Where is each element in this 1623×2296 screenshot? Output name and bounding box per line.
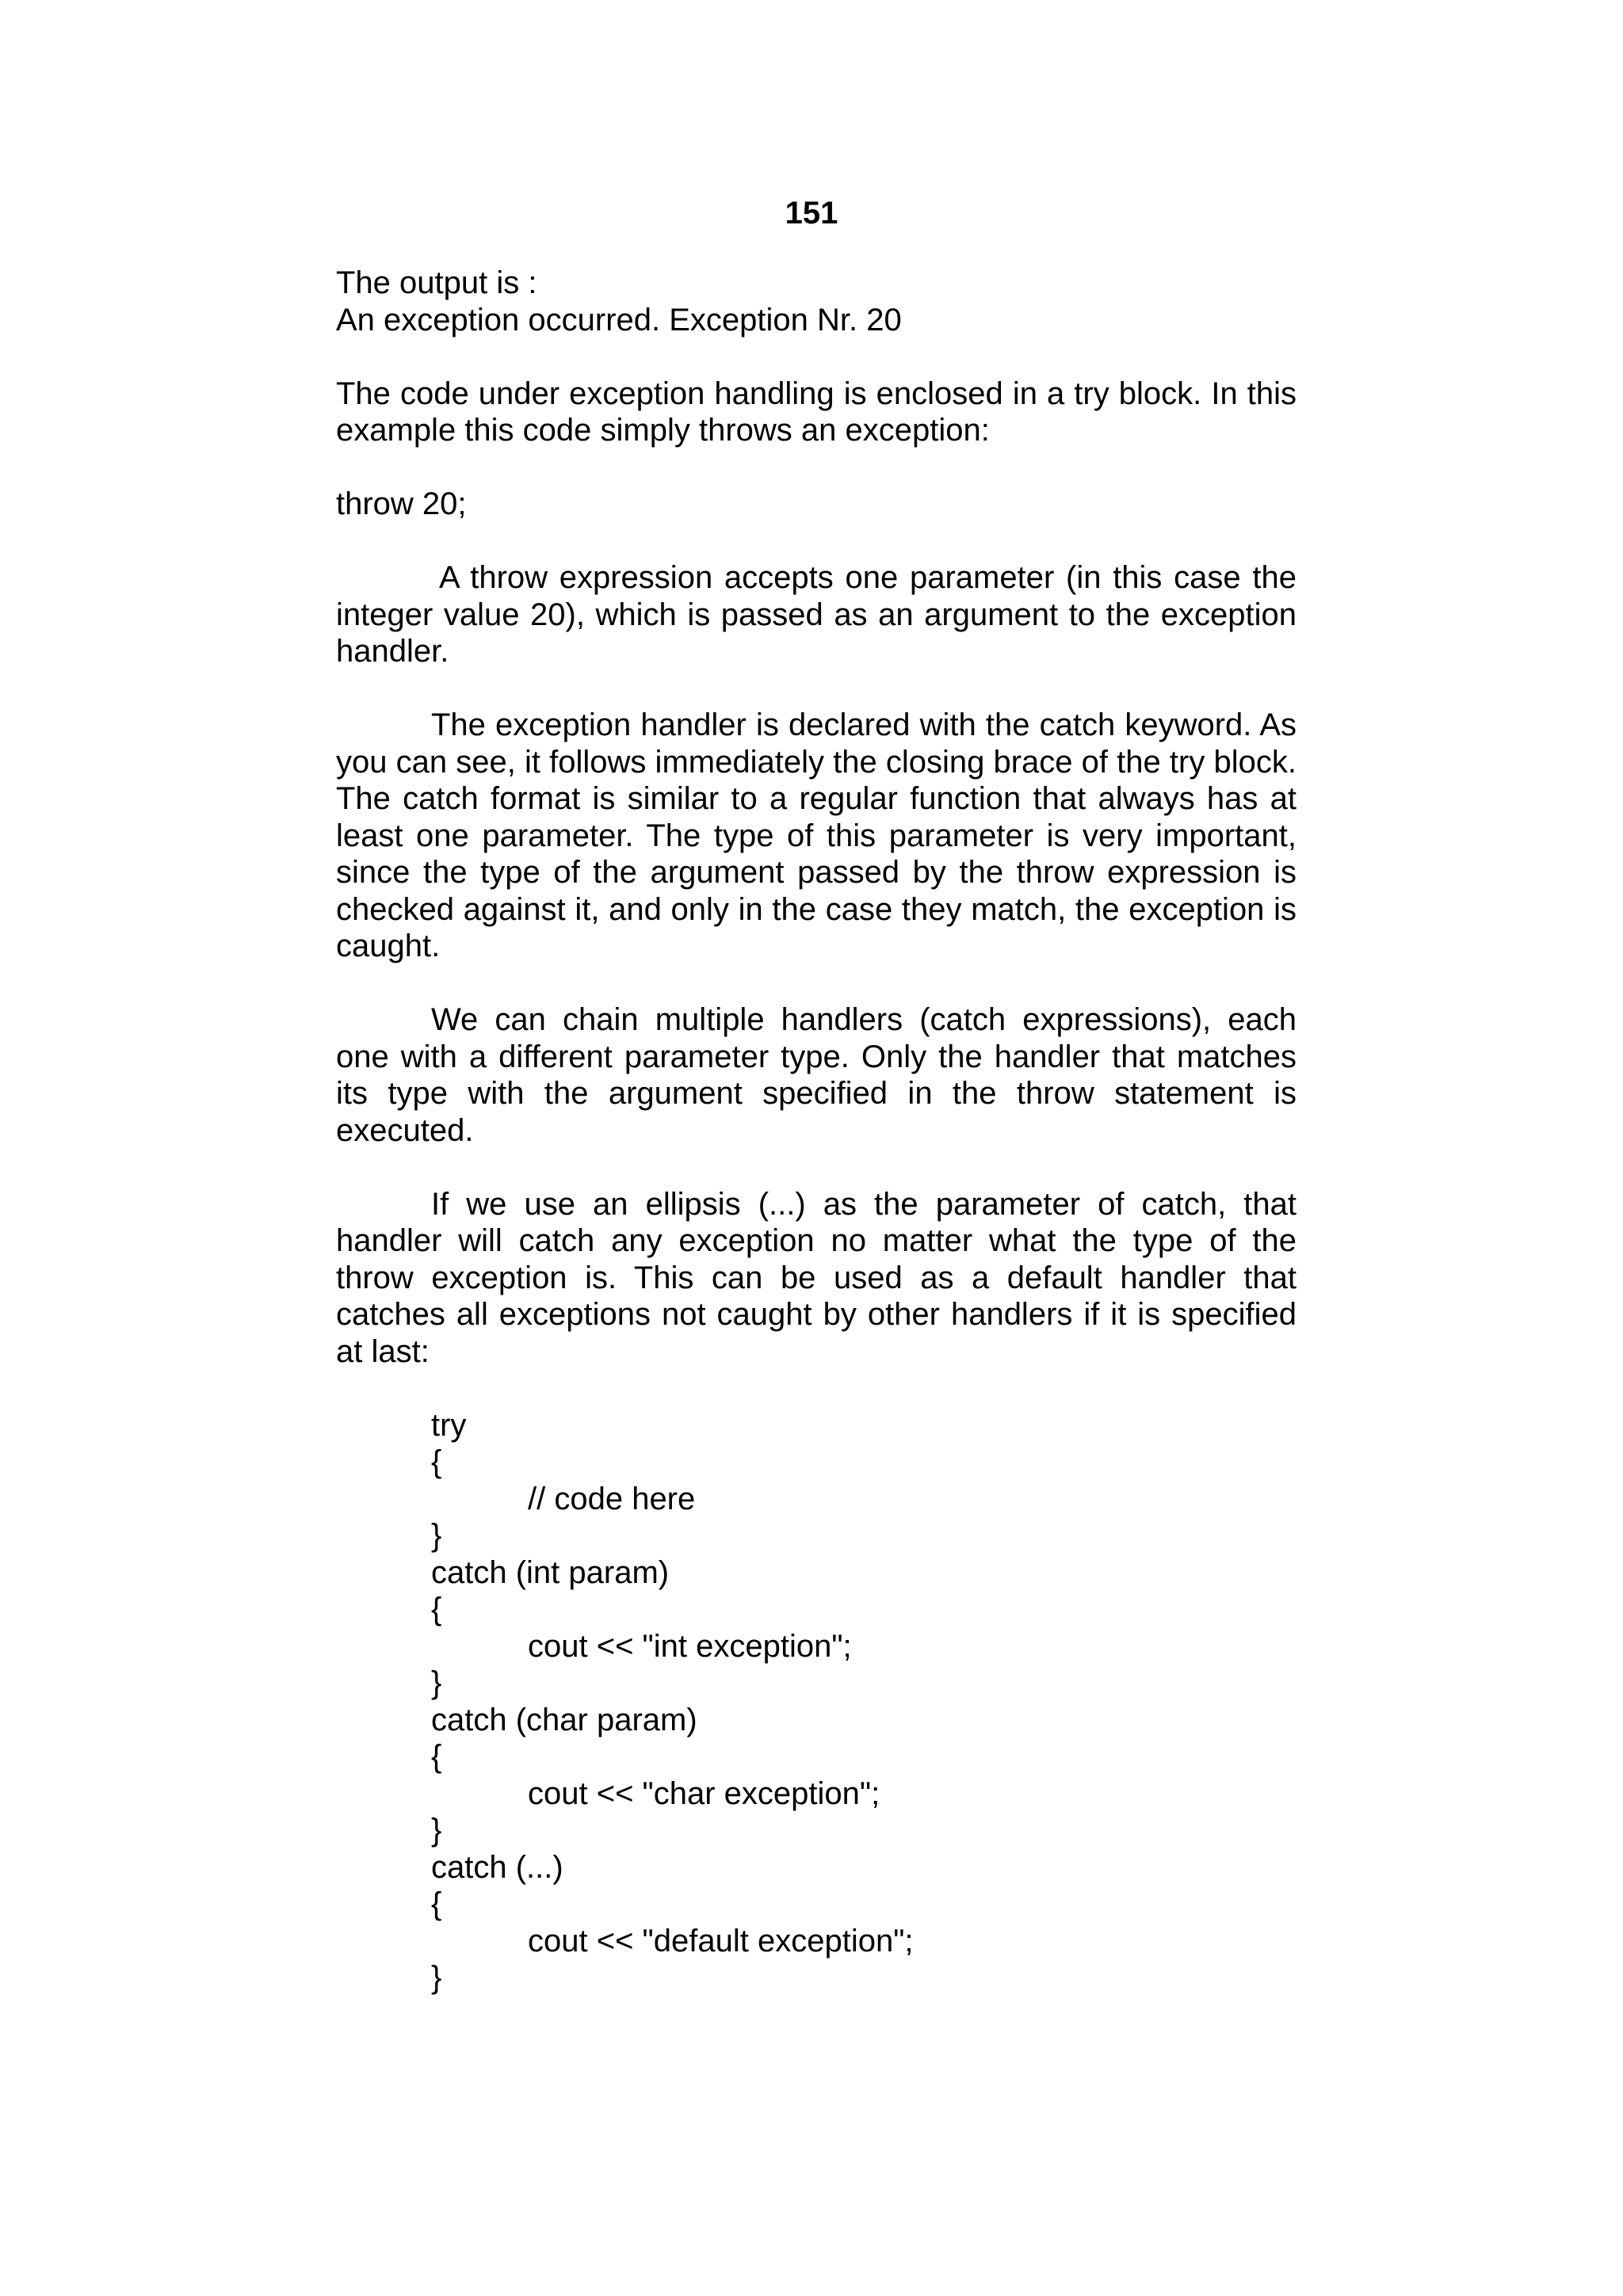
code-line: { bbox=[431, 1592, 442, 1627]
code-line: cout << "default exception"; bbox=[528, 1923, 914, 1958]
paragraph-exception-handler: The exception handler is declared with the catch keyword. As you can see, it follows immediately the closing brace of the try block. The catch format is similar to a regular function that always has at least one parameter. The type of this parameter is very important, since the type of the argument passed by the throw expression is checked against it, and only in the case they match, the exception is caught. bbox=[336, 707, 1296, 963]
page-number: 151 bbox=[785, 196, 838, 231]
code-line: { bbox=[431, 1886, 442, 1921]
output-label: The output is : bbox=[336, 265, 537, 300]
code-line: catch (int param) bbox=[431, 1554, 670, 1590]
code-line: } bbox=[431, 1813, 442, 1848]
code-line: } bbox=[431, 1518, 442, 1553]
code-line: { bbox=[431, 1444, 442, 1479]
spacer bbox=[336, 1149, 1296, 1186]
spacer bbox=[336, 338, 1296, 376]
code-line: } bbox=[431, 1960, 442, 1995]
code-line: catch (...) bbox=[431, 1849, 563, 1885]
page-content bbox=[336, 265, 1296, 1997]
spacer bbox=[336, 1370, 1296, 1407]
code-line: { bbox=[431, 1739, 442, 1774]
paragraph-try-block: The code under exception handling is enclosed in a try block. In this example this code simply throws an exception: bbox=[336, 376, 1296, 448]
paragraph-multiple-handlers: We can chain multiple handlers (catch expressions), each one with a different parameter type. Only the handler that matches its type with the argument specified in the throw statement is executed. bbox=[336, 1002, 1296, 1148]
code-line: cout << "int exception"; bbox=[528, 1628, 852, 1664]
paragraph-throw-expression: A throw expression accepts one parameter (in this case the integer value 20), which is passed as an argument to the exception handler. bbox=[336, 560, 1296, 669]
output-text: An exception occurred. Exception Nr. 20 bbox=[336, 302, 902, 338]
code-block bbox=[336, 1407, 1296, 1997]
spacer bbox=[336, 449, 1296, 486]
code-line: } bbox=[431, 1665, 442, 1700]
code-line: try bbox=[431, 1407, 467, 1443]
code-line: catch (char param) bbox=[431, 1702, 697, 1737]
throw-statement: throw 20; bbox=[336, 486, 467, 521]
code-line: // code here bbox=[528, 1481, 696, 1516]
code-line: cout << "char exception"; bbox=[528, 1775, 880, 1811]
spacer bbox=[336, 965, 1296, 1002]
spacer bbox=[336, 523, 1296, 560]
paragraph-ellipsis: If we use an ellipsis (...) as the parameter of catch, that handler will catch any exception no matter what the type of the throw exception is. This can be used as a default handler that catches all exceptions not caught by other handlers if it is specified at last: bbox=[336, 1186, 1296, 1369]
spacer bbox=[336, 670, 1296, 707]
